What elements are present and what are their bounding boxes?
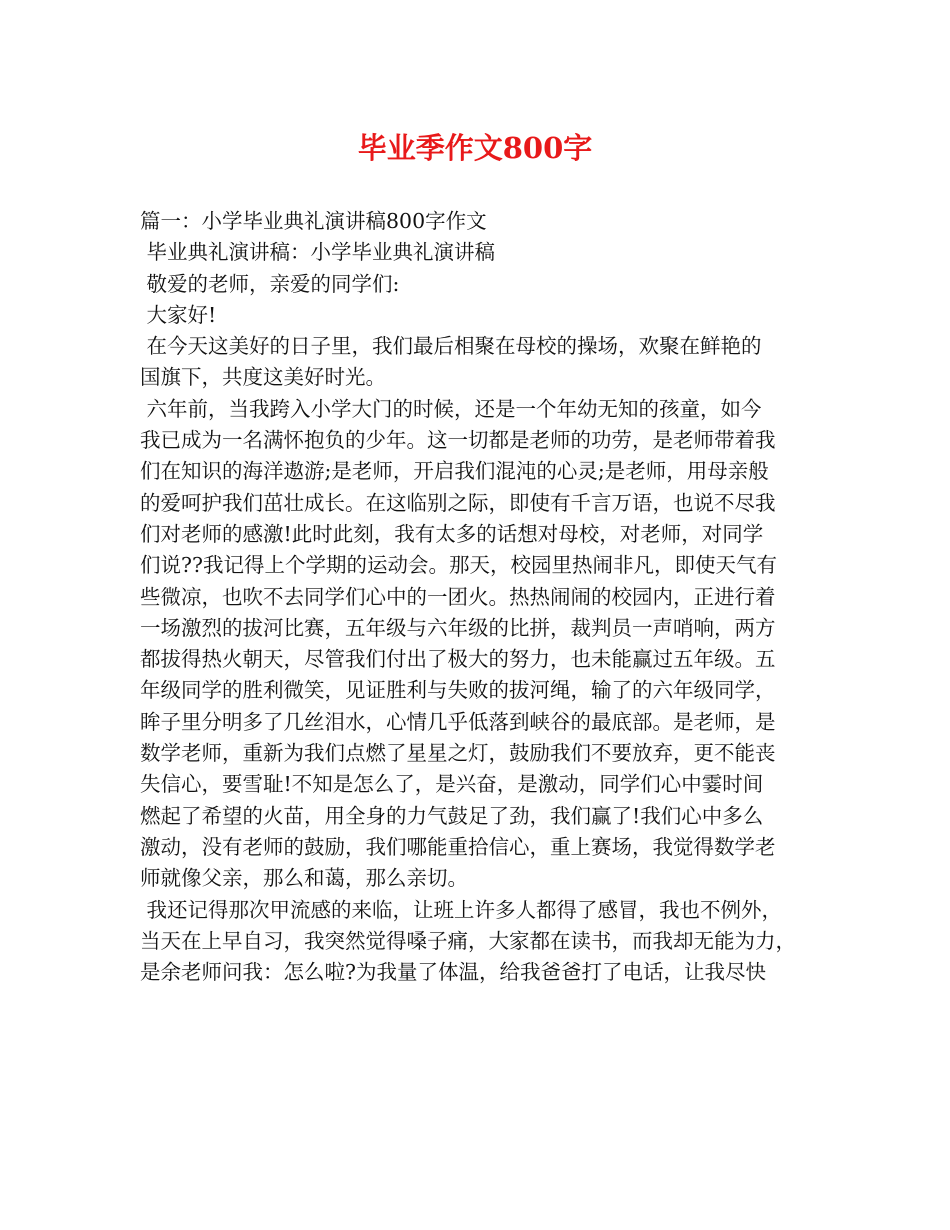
paragraph-line: 们对老师的感激!此时此刻，我有太多的话想对母校，对老师，对同学 [140,521,764,546]
paragraph-line: 失信心，要雪耻!不知是怎么了，是兴奋，是激动，同学们心中霎时间 [140,772,764,797]
paragraph-line: 是余老师问我：怎么啦?为我量了体温，给我爸爸打了电话，让我尽快 [140,960,766,985]
paragraph-line: 一场激烈的拔河比赛，五年级与六年级的比拼，裁判员一声哨响，两方 [140,615,776,640]
paragraph-line: 敬爱的老师，亲爱的同学们: [140,271,400,296]
paragraph-line: 都拔得热火朝天，尽管我们付出了极大的努力，也未能赢过五年级。五 [140,647,776,672]
document-body [140,206,825,988]
paragraph-line: 我已成为一名满怀抱负的少年。这一切都是老师的功劳，是老师带着我 [140,428,776,453]
paragraph-line: 数学老师，重新为我们点燃了星星之灯，鼓励我们不要放弃，更不能丧 [140,741,776,766]
paragraph-line: 们在知识的海洋遨游;是老师，开启我们混沌的心灵;是老师，用母亲般 [140,459,769,484]
paragraph-line: 篇一：小学毕业典礼演讲稿800字作文 [140,209,487,233]
paragraph-line: 年级同学的胜利微笑，见证胜利与失败的拔河绳，输了的六年级同学， [140,678,776,703]
paragraph-line: 师就像父亲，那么和蔼，那么亲切。 [140,866,468,891]
paragraph-line: 在今天这美好的日子里，我们最后相聚在母校的操场，欢聚在鲜艳的 [140,334,762,359]
paragraph-line: 毕业典礼演讲稿：小学毕业典礼演讲稿 [140,240,496,265]
paragraph-line: 激动，没有老师的鼓励，我们哪能重拾信心，重上赛场，我觉得数学老 [140,834,776,859]
paragraph-line: 眸子里分明多了几丝泪水，心情几乎低落到峡谷的最底部。是老师，是 [140,709,776,734]
paragraph-line: 燃起了希望的火苗，用全身的力气鼓足了劲，我们赢了!我们心中多么 [140,803,764,828]
paragraph-line: 我还记得那次甲流感的来临，让班上许多人都得了感冒，我也不例外， [140,897,783,922]
paragraph-line: 国旗下，共度这美好时光。 [140,365,386,390]
paragraph-line: 当天在上早自习，我突然觉得嗓子痛，大家都在读书，而我却无能为力， [140,928,796,953]
paragraph-line: 六年前，当我跨入小学大门的时候，还是一个年幼无知的孩童，如今 [140,396,762,421]
document-title: 毕业季作文800字 [357,131,593,165]
paragraph-line: 大家好! [140,302,217,327]
paragraph-line: 些微凉，也吹不去同学们心中的一团火。热热闹闹的校园内，正进行着 [140,584,776,609]
paragraph-line: 的爱呵护我们茁壮成长。在这临别之际，即使有千言万语，也说不尽我 [140,490,776,515]
paragraph-line: 们说??我记得上个学期的运动会。那天，校园里热闹非凡，即使天气有 [140,553,777,578]
